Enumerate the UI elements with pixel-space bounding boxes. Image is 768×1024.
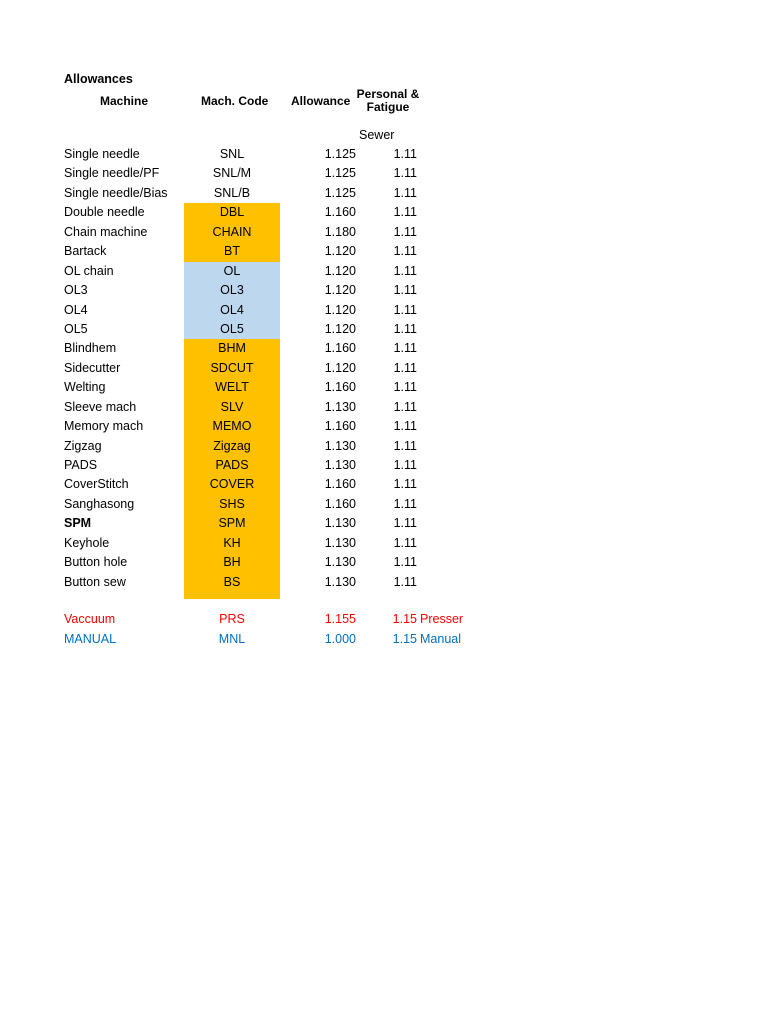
header-mach-code: Mach. Code xyxy=(201,94,269,108)
mach-code-cell: WELT xyxy=(184,378,280,397)
allowance-cell: 1.125 xyxy=(324,166,356,181)
machine-cell: Button hole xyxy=(64,555,128,570)
allowance-cell: 1.130 xyxy=(324,535,356,550)
personal-fatigue-cell: 1.11 xyxy=(393,283,417,298)
mach-code-cell: SNL/M xyxy=(212,166,252,181)
machine-cell: Blindhem xyxy=(64,341,117,356)
allowance-cell: 1.130 xyxy=(324,516,356,531)
mach-code-cell: PRS xyxy=(219,612,245,626)
machine-cell: Bartack xyxy=(64,244,107,259)
table-row xyxy=(0,145,768,164)
mach-code-cell: MNL xyxy=(218,631,246,646)
table-row xyxy=(0,514,768,533)
allowance-cell: 1.160 xyxy=(324,205,356,220)
header-sewer: Sewer xyxy=(359,128,395,142)
allowance-cell: 1.120 xyxy=(324,302,356,317)
mach-code-cell: OL3 xyxy=(184,281,280,300)
personal-fatigue-cell: 1.11 xyxy=(393,496,417,511)
mach-code-cell: KH xyxy=(184,534,280,553)
mach-code-cell: OL4 xyxy=(184,301,280,320)
table-row xyxy=(0,184,768,203)
special-row xyxy=(0,630,768,650)
mach-code-cell: COVER xyxy=(184,475,280,494)
mach-code-cell: Zigzag xyxy=(184,437,280,456)
mach-code-cell: MEMO xyxy=(184,417,280,436)
personal-fatigue-cell: 1.11 xyxy=(393,360,417,375)
personal-fatigue-cell: 1.11 xyxy=(393,574,417,589)
machine-cell: OL4 xyxy=(64,302,88,317)
table-row xyxy=(0,203,768,222)
personal-fatigue-cell: 1.11 xyxy=(393,399,417,414)
personal-fatigue-cell: 1.11 xyxy=(393,224,417,239)
table-row xyxy=(0,553,768,572)
mach-code-cell: SNL/B xyxy=(213,185,251,200)
machine-cell: Sleeve mach xyxy=(64,399,137,414)
header-personal-fatigue-line1: Personal & xyxy=(356,87,420,101)
personal-fatigue-cell: 1.15 xyxy=(392,612,417,626)
table-row xyxy=(0,262,768,281)
personal-fatigue-cell: 1.11 xyxy=(393,302,417,317)
machine-cell: Button sew xyxy=(64,574,126,589)
allowance-cell: 1.160 xyxy=(324,477,356,492)
table-row xyxy=(0,495,768,514)
personal-fatigue-cell: 1.11 xyxy=(393,341,417,356)
table-row xyxy=(0,417,768,436)
machine-cell: MANUAL xyxy=(64,631,117,646)
allowance-cell: 1.160 xyxy=(324,341,356,356)
allowance-cell: 1.130 xyxy=(324,555,356,570)
allowance-cell: 1.130 xyxy=(324,574,356,589)
machine-cell: Vaccuum xyxy=(64,612,116,626)
table-row xyxy=(0,573,768,592)
personal-fatigue-cell: 1.15 xyxy=(392,631,417,646)
allowance-cell: 1.160 xyxy=(324,419,356,434)
table-row xyxy=(0,359,768,378)
sheet-title: Allowances xyxy=(64,72,133,86)
mach-code-cell: SLV xyxy=(184,398,280,417)
mach-code-cell: SDCUT xyxy=(184,359,280,378)
table-row xyxy=(0,534,768,553)
mach-code-cell: BHM xyxy=(184,339,280,358)
table-row xyxy=(0,223,768,242)
note-cell: Presser xyxy=(420,612,464,626)
personal-fatigue-cell: 1.11 xyxy=(393,458,417,472)
machine-cell: CoverStitch xyxy=(64,477,129,492)
machine-cell: Double needle xyxy=(64,205,145,220)
allowance-cell: 1.120 xyxy=(324,283,356,298)
mach-code-cell: SPM xyxy=(184,514,280,533)
machine-cell: Single needle/Bias xyxy=(64,185,168,200)
allowance-cell: 1.120 xyxy=(324,360,356,375)
mach-code-cell: BH xyxy=(184,553,280,572)
personal-fatigue-cell: 1.11 xyxy=(393,516,417,531)
machine-cell: OL3 xyxy=(64,283,88,298)
machine-cell: OL5 xyxy=(64,321,88,336)
allowance-cell: 1.130 xyxy=(324,438,356,453)
mach-code-cell: PADS xyxy=(184,456,280,475)
table-row xyxy=(0,378,768,397)
table-row xyxy=(0,320,768,339)
table-row xyxy=(0,456,768,475)
special-row xyxy=(0,610,768,630)
personal-fatigue-cell: 1.11 xyxy=(393,205,417,220)
personal-fatigue-cell: 1.11 xyxy=(393,535,417,550)
machine-cell: Keyhole xyxy=(64,535,110,550)
table-row xyxy=(0,242,768,261)
mach-code-cell: SHS xyxy=(184,495,280,514)
personal-fatigue-cell: 1.11 xyxy=(393,166,417,181)
machine-cell: Memory mach xyxy=(64,419,144,434)
allowance-cell: 1.160 xyxy=(324,380,356,395)
allowance-cell: 1.130 xyxy=(324,458,356,472)
machine-cell: Single needle xyxy=(64,147,140,161)
machine-cell: Sanghasong xyxy=(64,496,135,511)
mach-code-cell: BT xyxy=(184,242,280,261)
personal-fatigue-cell: 1.11 xyxy=(393,555,417,570)
allowance-cell: 1.120 xyxy=(324,321,356,336)
machine-cell: OL chain xyxy=(64,263,114,278)
allowance-cell: 1.125 xyxy=(324,185,356,200)
special-allowance-table xyxy=(0,610,768,649)
allowance-cell: 1.120 xyxy=(324,244,356,259)
personal-fatigue-cell: 1.11 xyxy=(393,185,417,200)
machine-cell: Welting xyxy=(64,380,106,395)
header-personal-fatigue-line2: Fatigue xyxy=(366,100,410,114)
header-machine: Machine xyxy=(100,94,149,108)
table-row xyxy=(0,475,768,494)
mach-code-cell: SNL xyxy=(219,147,245,161)
note-cell: Manual xyxy=(420,631,461,646)
machine-cell: SPM xyxy=(64,516,92,531)
personal-fatigue-cell: 1.11 xyxy=(393,380,417,395)
allowance-cell: 1.125 xyxy=(324,147,356,161)
mach-code-cell: OL5 xyxy=(184,320,280,339)
header-personal-fatigue xyxy=(356,88,420,114)
personal-fatigue-cell: 1.11 xyxy=(393,477,417,492)
personal-fatigue-cell: 1.11 xyxy=(393,263,417,278)
table-row xyxy=(0,164,768,183)
personal-fatigue-cell: 1.11 xyxy=(393,244,417,259)
personal-fatigue-cell: 1.11 xyxy=(393,438,417,453)
mach-code-cell: DBL xyxy=(184,203,280,222)
machine-cell: Sidecutter xyxy=(64,360,121,375)
mach-code-cell: OL xyxy=(184,262,280,281)
table-row xyxy=(0,281,768,300)
machine-cell: PADS xyxy=(64,458,98,472)
allowance-cell: 1.120 xyxy=(324,263,356,278)
table-row xyxy=(0,339,768,358)
machine-cell: Zigzag xyxy=(64,438,102,453)
machine-cell: Single needle/PF xyxy=(64,166,160,181)
table-row xyxy=(0,398,768,417)
table-row xyxy=(0,437,768,456)
personal-fatigue-cell: 1.11 xyxy=(393,419,417,434)
allowance-cell: 1.180 xyxy=(324,224,356,239)
header-allowance: Allowance xyxy=(291,94,351,108)
allowance-table xyxy=(0,145,768,592)
allowance-cell: 1.130 xyxy=(324,399,356,414)
personal-fatigue-cell: 1.11 xyxy=(393,321,417,336)
mach-code-cell: CHAIN xyxy=(184,223,280,242)
machine-cell: Chain machine xyxy=(64,224,148,239)
allowance-cell: 1.160 xyxy=(324,496,356,511)
table-row xyxy=(0,301,768,320)
personal-fatigue-cell: 1.11 xyxy=(393,147,417,161)
mach-code-cell: BS xyxy=(184,573,280,599)
allowance-cell: 1.155 xyxy=(324,612,356,626)
allowance-cell: 1.000 xyxy=(324,631,356,646)
